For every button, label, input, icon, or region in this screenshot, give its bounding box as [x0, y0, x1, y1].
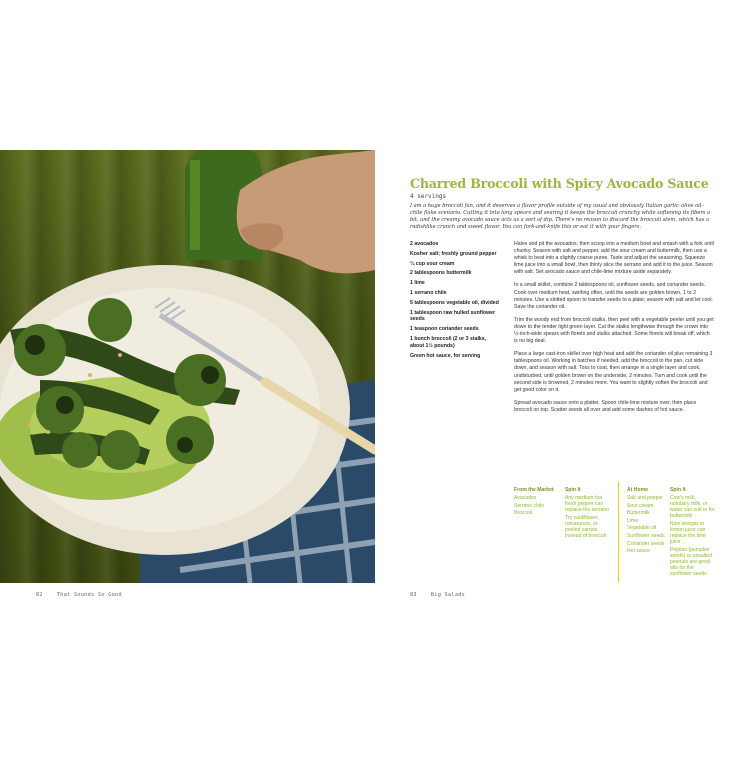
- sidebar-spin2-item: Pepitas (pumpkin seeds) or unsalted peanuts are good alts for the sunflower seeds: [670, 546, 712, 578]
- sidebar-spin2-item: Cow's milk, nondairy milk, or water can sub in for buttermilk: [670, 495, 715, 520]
- left-page-number: 82: [36, 592, 43, 598]
- sidebar-divider: [618, 482, 619, 582]
- sidebar-home-item: Sour cream: [627, 502, 654, 509]
- sidebar-spin1-heading: Spin It: [565, 487, 581, 493]
- sidebar-spin2-column: [670, 487, 716, 579]
- sidebar-home-item: Vegetable oil: [627, 525, 657, 532]
- left-page-footer: [36, 592, 122, 598]
- right-page-number: 83: [410, 592, 417, 598]
- ingredient-item: ¼ cup sour cream: [410, 260, 455, 267]
- sidebar-market-item: Avocados: [514, 495, 537, 502]
- ingredient-item: 5 tablespoons vegetable oil, divided: [410, 299, 499, 306]
- sidebar-home-item: Salt and pepper: [627, 495, 663, 502]
- sidebar-home-item: Coriander seeds: [627, 540, 665, 547]
- method-steps: [514, 241, 714, 420]
- method-step: Place a large cast-iron skillet over high heat and add the coriander oil plus remaining 3 tablespoons oil. Working in batches if needed, add the broccoli to the pan, cut side down, and season with salt. Toss to coat, then arrange in a single layer and cook, undisturbed, until golden brown on the underside, 2 minutes. Turn and cook until the second side is browned, 2 minutes more. You want to slightly soften the broccoli and get good color on it.: [514, 351, 713, 393]
- recipe-title: Charred Broccoli with Spicy Avocado Sauce: [410, 176, 709, 191]
- recipe-page: [410, 0, 730, 770]
- method-step: In a small skillet, combine 2 tablespoons oil, sunflower seeds, and coriander seeds. Cook over medium heat, swirling often, until the seeds are golden brown, 1 to 2 minutes. Use a slotted spoon to transfer seeds to a plate; season with salt and let cool. Save the coriander oil.: [514, 282, 713, 310]
- sidebar-market-column: [514, 487, 558, 518]
- sidebar-home-heading: At Home: [627, 487, 648, 493]
- sidebar-home-column: [627, 487, 665, 556]
- recipe-intro: I am a huge broccoli fan, and it deserves a flavor profile outside of my usual and obviously Italian garlic–olive oil–chile flake scenario. Cutting it into long spears and searing it keeps the broccoli crunchy while softening its fibers a bit, and the creamy avocado sauce acts as a sort of dip. There's no reason to discard the broccoli stem, which has a radishlike crunch and sweet flavor. You can fork-and-knife this or eat it with your fingers.: [410, 203, 711, 230]
- ingredient-item: 2 tablespoons buttermilk: [410, 270, 472, 277]
- sidebar-spin1-column: [565, 487, 611, 541]
- sidebar-spin1-item: Any medium-hot fresh pepper can replace the serrano: [565, 495, 609, 514]
- sidebar-spin2-item: Rice vinegar or lemon juice can replace the lime juice: [670, 520, 706, 546]
- method-step: Spread avocado sauce onto a platter. Spoon chile-lime mixture over, then place broccoli on top. Scatter seeds all over and add some dashes of hot sauce.: [514, 399, 697, 413]
- method-step: Trim the woody end from broccoli stalks, then peel with a vegetable peeler until you get down to the tender light green layer. Cut the stalks lengthwise through the crown into ½-inch-wide spears with florets and stalks attached. Some florets will break off, which is no big deal.: [514, 316, 714, 345]
- sidebar-market-item: Serrano chile: [514, 502, 545, 509]
- ingredient-item: 1 tablespoon raw hulled sunflower seeds: [410, 309, 496, 323]
- photo-illustration: [0, 150, 375, 583]
- sidebar-home-item: Sunflower seeds: [627, 533, 665, 540]
- sidebar-home-item: Lime: [627, 517, 639, 524]
- ingredient-item: 2 avocados: [410, 241, 439, 247]
- recipe-servings: 4 servings: [410, 193, 447, 200]
- right-running-head: Big Salads: [430, 592, 466, 598]
- ingredient-item: Kosher salt; freshly ground pepper: [410, 250, 497, 257]
- right-page-footer: [410, 592, 465, 598]
- sidebar-spin2-heading: Spin It: [670, 487, 686, 493]
- sidebar-home-item: Hot sauce: [627, 548, 650, 555]
- sidebar-home-item: Buttermilk: [627, 510, 650, 517]
- sidebar-spin1-item: Try cauliflower, romanesco, or peeled carrots instead of broccoli: [565, 514, 607, 540]
- method-step: Halve and pit the avocados, then scoop into a medium bowl and smash with a fork until chunky. Season with salt and pepper, add the sour cream and buttermilk, then use a whisk to beat into a slightly coarse puree. Taste and adjust the seasoning. Squeeze lime juice into a small bowl, then thinly slice the serrano and add it to the juice. Season with salt. Set avocado sauce and chile-lime mixture aside separately.: [514, 241, 714, 276]
- sidebar-market-item: Broccoli: [514, 510, 533, 517]
- shopping-sidebar: [510, 482, 714, 586]
- ingredient-item: 1 teaspoon coriander seeds: [410, 326, 479, 333]
- broccoli-photo: [0, 150, 375, 583]
- sidebar-market-heading: From the Market: [514, 487, 554, 493]
- ingredient-item: Green hot sauce, for serving: [410, 352, 481, 359]
- ingredient-item: 1 lime: [410, 280, 425, 287]
- left-running-head: That Sounds So Good: [56, 592, 122, 598]
- ingredient-list: [410, 241, 500, 362]
- ingredient-item: 1 serrano chile: [410, 289, 447, 296]
- ingredient-item: 1 bunch broccoli (2 or 3 stalks, about 1½ pounds): [410, 335, 487, 349]
